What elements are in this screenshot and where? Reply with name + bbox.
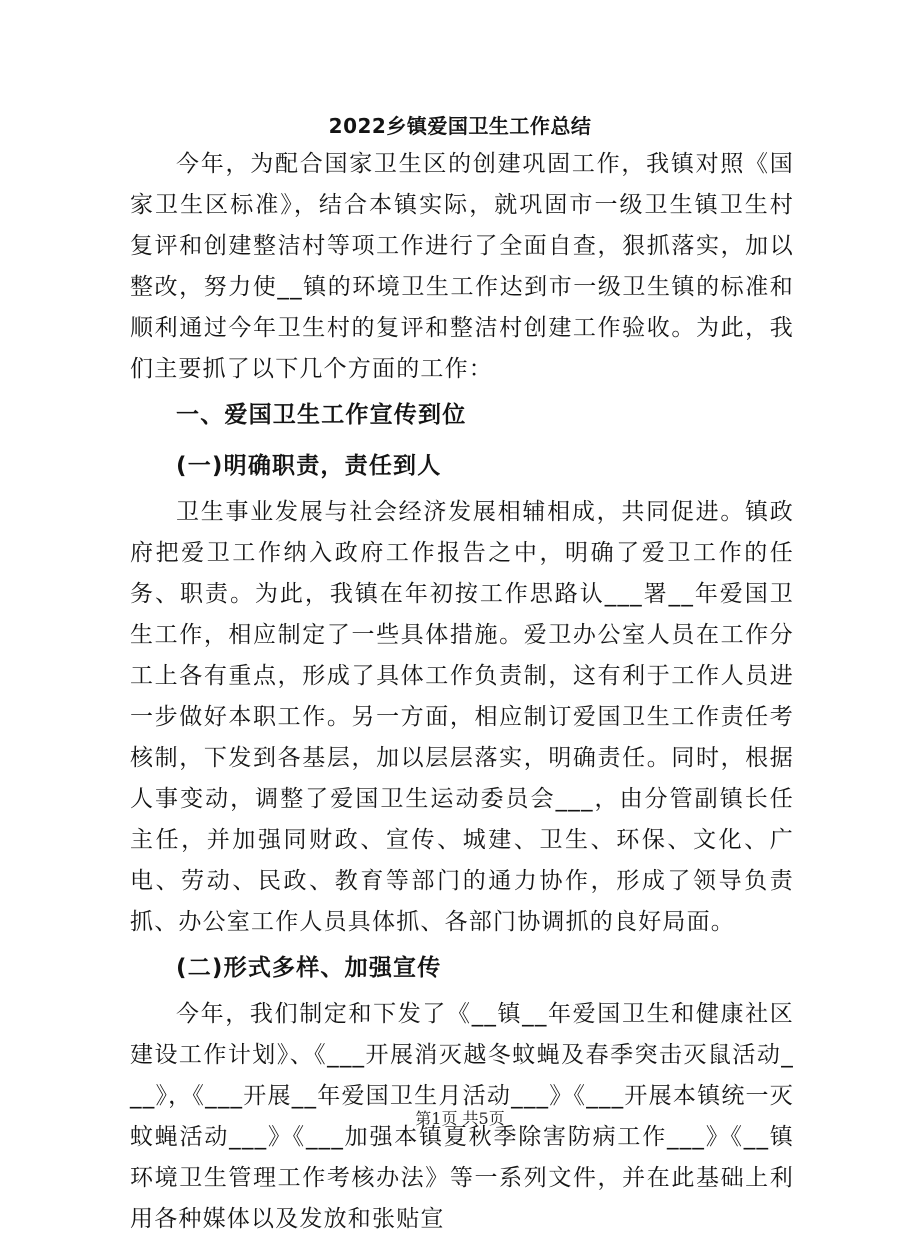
intro-paragraph: 今年，为配合国家卫生区的创建巩固工作，我镇对照《国家卫生区标准》，结合本镇实际，就巩固市一级卫生镇卫生村复评和创建整洁村等项工作进行了全面自查，狠抓落实，加以整改，努力使__镇的环境卫生工作达到市一级卫生镇的标准和顺利通过今年卫生村的复评和整洁村创建工作验收。为此，我们主要抓了以下几个方面的工作：	[130, 151, 794, 382]
document-title: 2022乡镇爱国卫生工作总结	[328, 114, 592, 138]
subsection-heading-1: (一)明确职责，责任到人	[176, 453, 442, 479]
document-body	[130, 144, 794, 1240]
section-heading: 一、爱国卫生工作宣传到位	[176, 402, 467, 428]
subsection-body-2: 今年，我们制定和下发了《__镇__年爱国卫生和健康社区建设工作计划》、《___开展消灭越冬蚊蝇及春季突击灭鼠活动___》，《___开展__年爱国卫生月活动___》《___开展本镇统一灭蚊蝇活动___》《___加强本镇夏秋季除害防病工作___》《__镇环境卫生管理工作考核办法》等一系列文件，并在此基础上利用各种媒体以及发放和张贴宣	[130, 1001, 794, 1232]
subsection-body-1: 卫生事业发展与社会经济发展相辅相成，共同促进。镇政府把爱卫工作纳入政府工作报告之中，明确了爱卫工作的任务、职责。为此，我镇在年初按工作思路认___署__年爱国卫生工作，相应制定了一些具体措施。爱卫办公室人员在工作分工上各有重点，形成了具体工作负责制，这有利于工作人员进一步做好本职工作。另一方面，相应制订爱国卫生工作责任考核制，下发到各基层，加以层层落实，明确责任。同时，根据人事变动，调整了爱国卫生运动委员会___，由分管副镇长任主任，并加强同财政、宣传、城建、卫生、环保、文化、广电、劳动、民政、教育等部门的通力协作，形成了领导负责抓、办公室工作人员具体抓、各部门协调抓的良好局面。	[130, 499, 794, 935]
page-number: 第1页 共5页	[415, 1109, 505, 1128]
subsection-heading-2: (二)形式多样、加强宣传	[176, 955, 442, 981]
